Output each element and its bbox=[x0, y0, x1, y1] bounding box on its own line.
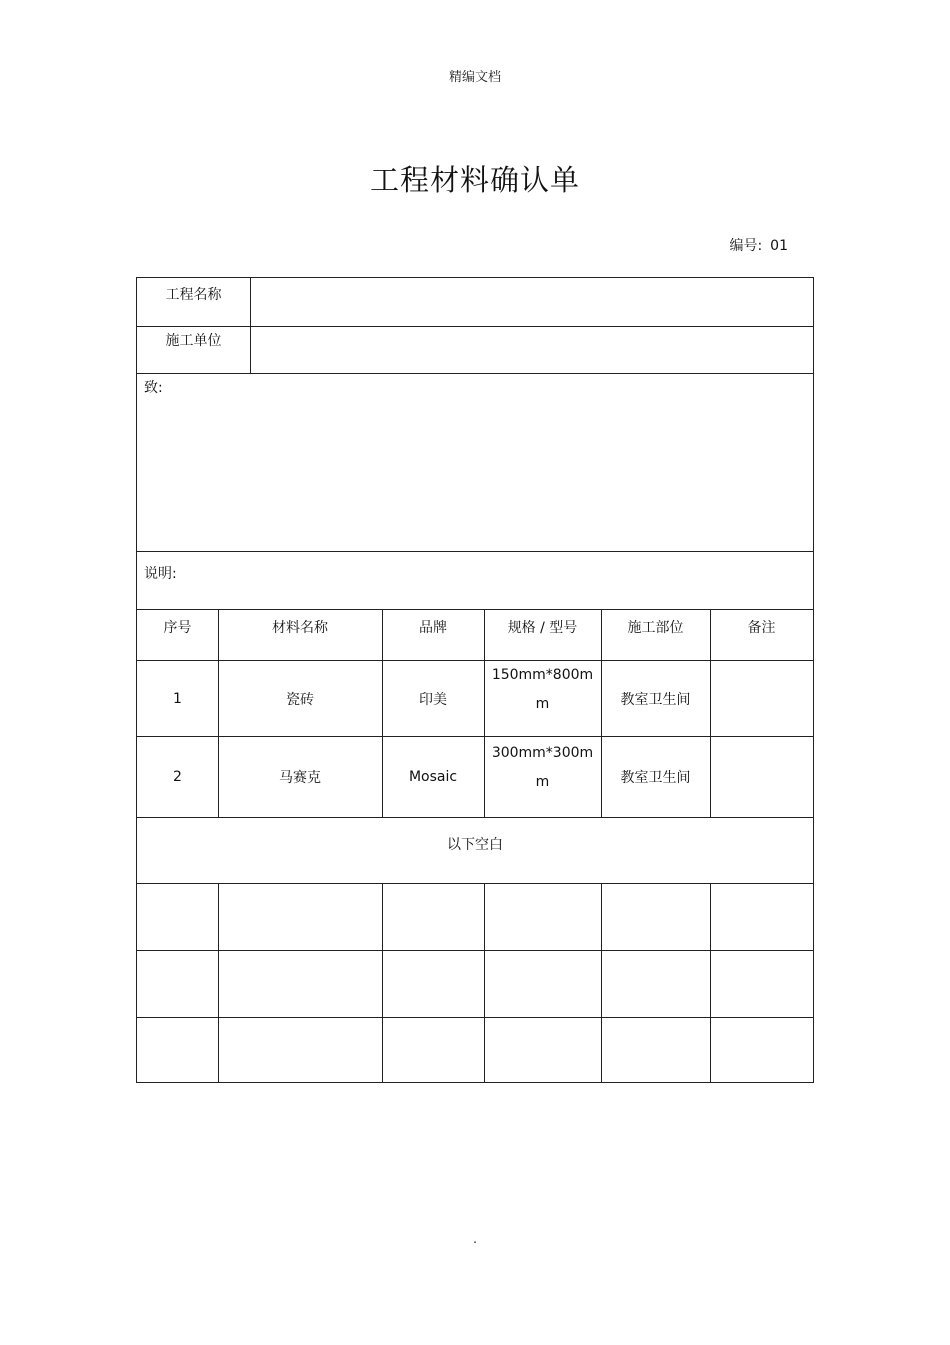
column-header-brand: 品牌 bbox=[419, 620, 447, 636]
table-row-1-spec-line1: 150mm*800m bbox=[491, 667, 594, 683]
table-row-1-brand: 印美 bbox=[419, 691, 447, 708]
table-row-1-spec bbox=[484, 661, 601, 719]
footer-mark: . bbox=[473, 1232, 477, 1246]
column-header-no: 序号 bbox=[163, 620, 192, 636]
confirmation-form-table bbox=[136, 277, 814, 1083]
table-row-2-remark bbox=[710, 737, 813, 817]
column-header-location: 施工部位 bbox=[627, 620, 684, 636]
table-row-2-material-name: 马赛克 bbox=[279, 770, 321, 786]
blank-below-note: 以下空白 bbox=[447, 837, 503, 853]
document-number-value: 01 bbox=[770, 238, 788, 254]
table-row-1-material-name: 瓷砖 bbox=[286, 691, 314, 708]
header-watermark-text: 精编文档 bbox=[448, 70, 501, 85]
description-label: 说明: bbox=[144, 566, 177, 582]
document-number-label: 编号: bbox=[729, 238, 763, 254]
table-row-2-spec bbox=[484, 739, 601, 797]
table-row-2-spec-line1: 300mm*300m bbox=[491, 745, 594, 761]
table-row-1-spec-line2: m bbox=[535, 696, 550, 712]
table-row-2-brand: Mosaic bbox=[408, 769, 458, 785]
document-number bbox=[729, 235, 788, 255]
column-header-material-name: 材料名称 bbox=[272, 620, 328, 636]
table-row-2-location: 教室卫生间 bbox=[620, 770, 691, 786]
column-header-remark: 备注 bbox=[747, 620, 776, 636]
table-row-1-remark bbox=[710, 661, 813, 736]
table-row-1-no: 1 bbox=[173, 690, 182, 707]
project-name-label: 工程名称 bbox=[165, 287, 222, 303]
contractor-label: 施工单位 bbox=[165, 333, 222, 349]
table-row-2-no: 2 bbox=[173, 769, 182, 785]
column-header-spec-model: 规格 / 型号 bbox=[507, 620, 578, 636]
addressee-label: 致: bbox=[144, 380, 163, 396]
document-title: 工程材料确认单 bbox=[369, 163, 580, 197]
table-row-2-spec-line2: m bbox=[535, 774, 550, 790]
table-row-1-location: 教室卫生间 bbox=[620, 691, 691, 708]
